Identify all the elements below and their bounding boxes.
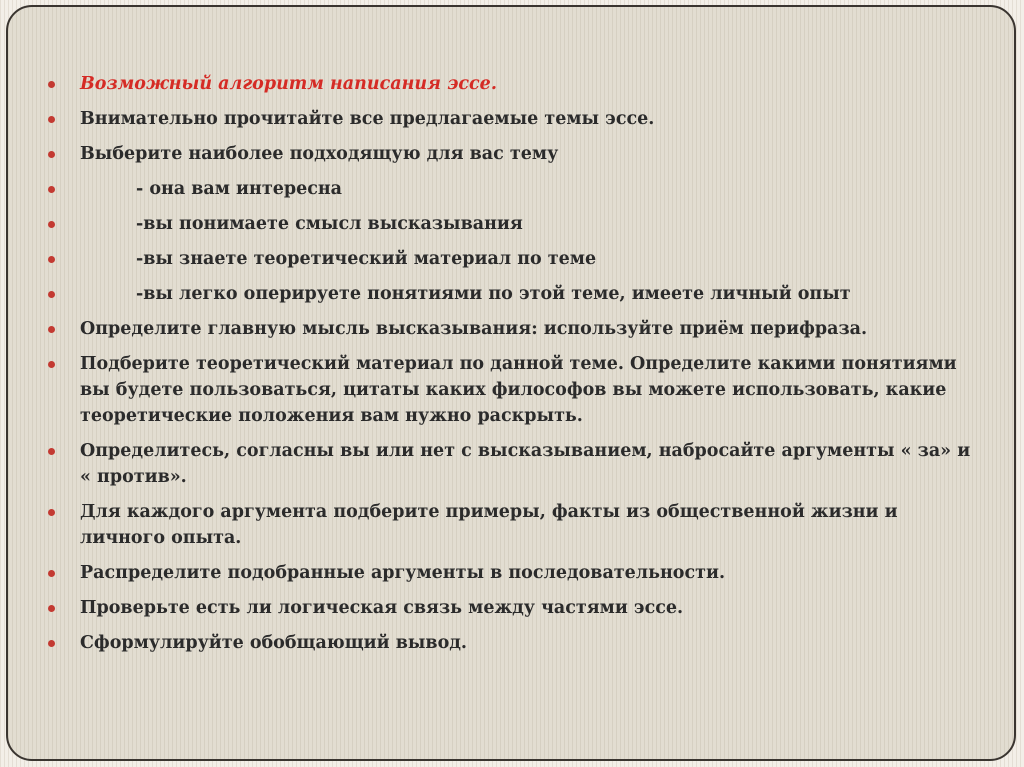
list-item (48, 630, 978, 656)
list-item-text: Проверьте есть ли логическая связь между частями эссе. (80, 598, 684, 618)
list-item-text: Подберите теоретический материал по данной теме. Определите какими понятиями вы будете пользоваться, цитаты каких философов вы можете использовать, какие теоретические положения вам нужно раскрыть. (80, 354, 957, 426)
list-item (48, 176, 978, 202)
bullet-icon (48, 570, 55, 577)
list-item-text: Сформулируйте обобщающий вывод. (80, 633, 468, 653)
list-item (48, 316, 978, 342)
list-item (48, 438, 978, 490)
list-item (48, 281, 978, 307)
list-item-text: Выберите наиболее подходящую для вас тему (80, 144, 559, 164)
list-item-text: Распределите подобранные аргументы в последовательности. (80, 563, 726, 583)
list-item-text: Внимательно прочитайте все предлагаемые темы эссе. (80, 109, 655, 129)
bullet-icon (48, 116, 55, 123)
bullet-list (48, 71, 978, 665)
list-item (48, 141, 978, 167)
bullet-icon (48, 151, 55, 158)
bullet-icon (48, 186, 55, 193)
bullet-icon (48, 605, 55, 612)
list-item (48, 351, 978, 429)
bullet-icon (48, 81, 55, 88)
list-item-text: Определитесь, согласны вы или нет с высказыванием, набросайте аргументы « за» и « против». (80, 441, 971, 487)
bullet-icon (48, 326, 55, 333)
list-item-text: - она вам интересна (136, 179, 343, 199)
list-item-text: Определите главную мысль высказывания: используйте приём перифраза. (80, 319, 868, 339)
list-item (48, 106, 978, 132)
list-item (48, 595, 978, 621)
list-item-text: -вы легко оперируете понятиями по этой теме, имеете личный опыт (136, 284, 851, 304)
bullet-icon (48, 509, 55, 516)
list-item-text: -вы знаете теоретический материал по теме (136, 249, 597, 269)
list-item (48, 499, 978, 551)
list-item (48, 560, 978, 586)
bullet-icon (48, 361, 55, 368)
list-item-title (48, 71, 978, 97)
bullet-icon (48, 221, 55, 228)
list-item (48, 246, 978, 272)
bullet-icon (48, 291, 55, 298)
bullet-icon (48, 448, 55, 455)
list-item (48, 211, 978, 237)
slide-title: Возможный алгоритм написания эссе. (80, 74, 497, 94)
content-panel (6, 5, 1016, 761)
list-item-text: -вы понимаете смысл высказывания (136, 214, 523, 234)
list-item-text: Для каждого аргумента подберите примеры, факты из общественной жизни и личного опыта. (80, 502, 898, 548)
bullet-icon (48, 256, 55, 263)
bullet-icon (48, 640, 55, 647)
